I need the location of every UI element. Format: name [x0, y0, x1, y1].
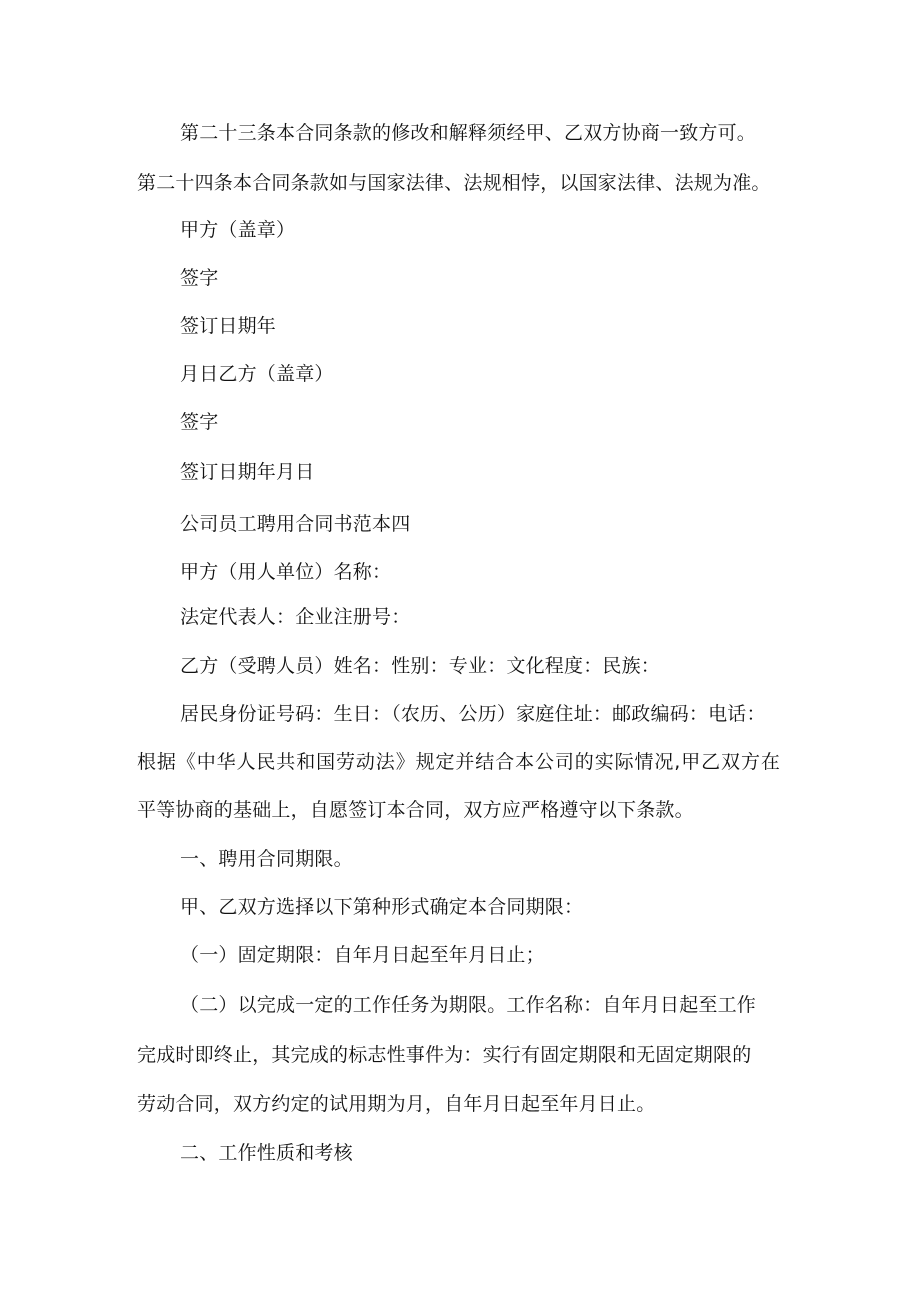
signing-date-label: 签订日期年月日	[180, 461, 315, 483]
preamble-line-1: 根据《中华人民共和国劳动法》规定并结合本公司的实际情况,甲乙双方在	[137, 751, 781, 773]
section-2-heading: 二、工作性质和考核	[180, 1142, 353, 1164]
task-term-clause-cont: 完成时即终止，其完成的标志性事件为：实行有固定期限和无固定期限的	[137, 1044, 752, 1066]
task-term-clause: （二）以完成一定的工作任务为期限。工作名称：自年月日起至工作	[180, 994, 757, 1016]
probation-clause: 劳动合同，双方约定的试用期为月，自年月日起至年月日止。	[137, 1093, 656, 1115]
signing-date-label: 签订日期年	[180, 315, 277, 337]
party-b-details: 居民身份证号码：生日：（农历、公历）家庭住址：邮政编码：电话：	[180, 703, 766, 725]
party-a-seal: 甲方（盖章）	[180, 219, 296, 241]
fixed-term-clause: （一）固定期限：自年月日起至年月日止；	[180, 944, 545, 966]
section-1-heading: 一、聘用合同期限。	[180, 848, 353, 870]
legal-representative: 法定代表人：企业注册号：	[180, 606, 411, 628]
article-24: 第二十四条本合同条款如与国家法律、法规相悖，以国家法律、法规为准。	[137, 172, 771, 194]
contract-title: 公司员工聘用合同书范本四	[180, 513, 411, 535]
party-b-seal: 月日乙方（盖章）	[180, 363, 334, 385]
preamble-line-2: 平等协商的基础上，自愿签订本合同，双方应严格遵守以下条款。	[137, 799, 694, 821]
term-selection: 甲、乙双方选择以下第种形式确定本合同期限：	[180, 896, 584, 918]
party-a-name: 甲方（用人单位）名称：	[180, 561, 392, 583]
article-23: 第二十三条本合同条款的修改和解释须经甲、乙双方协商一致方可。	[180, 122, 757, 144]
signature-label: 签字	[180, 411, 219, 433]
party-b-info: 乙方（受聘人员）姓名：性别：专业：文化程度：民族：	[180, 655, 661, 677]
signature-label: 签字	[180, 267, 219, 289]
